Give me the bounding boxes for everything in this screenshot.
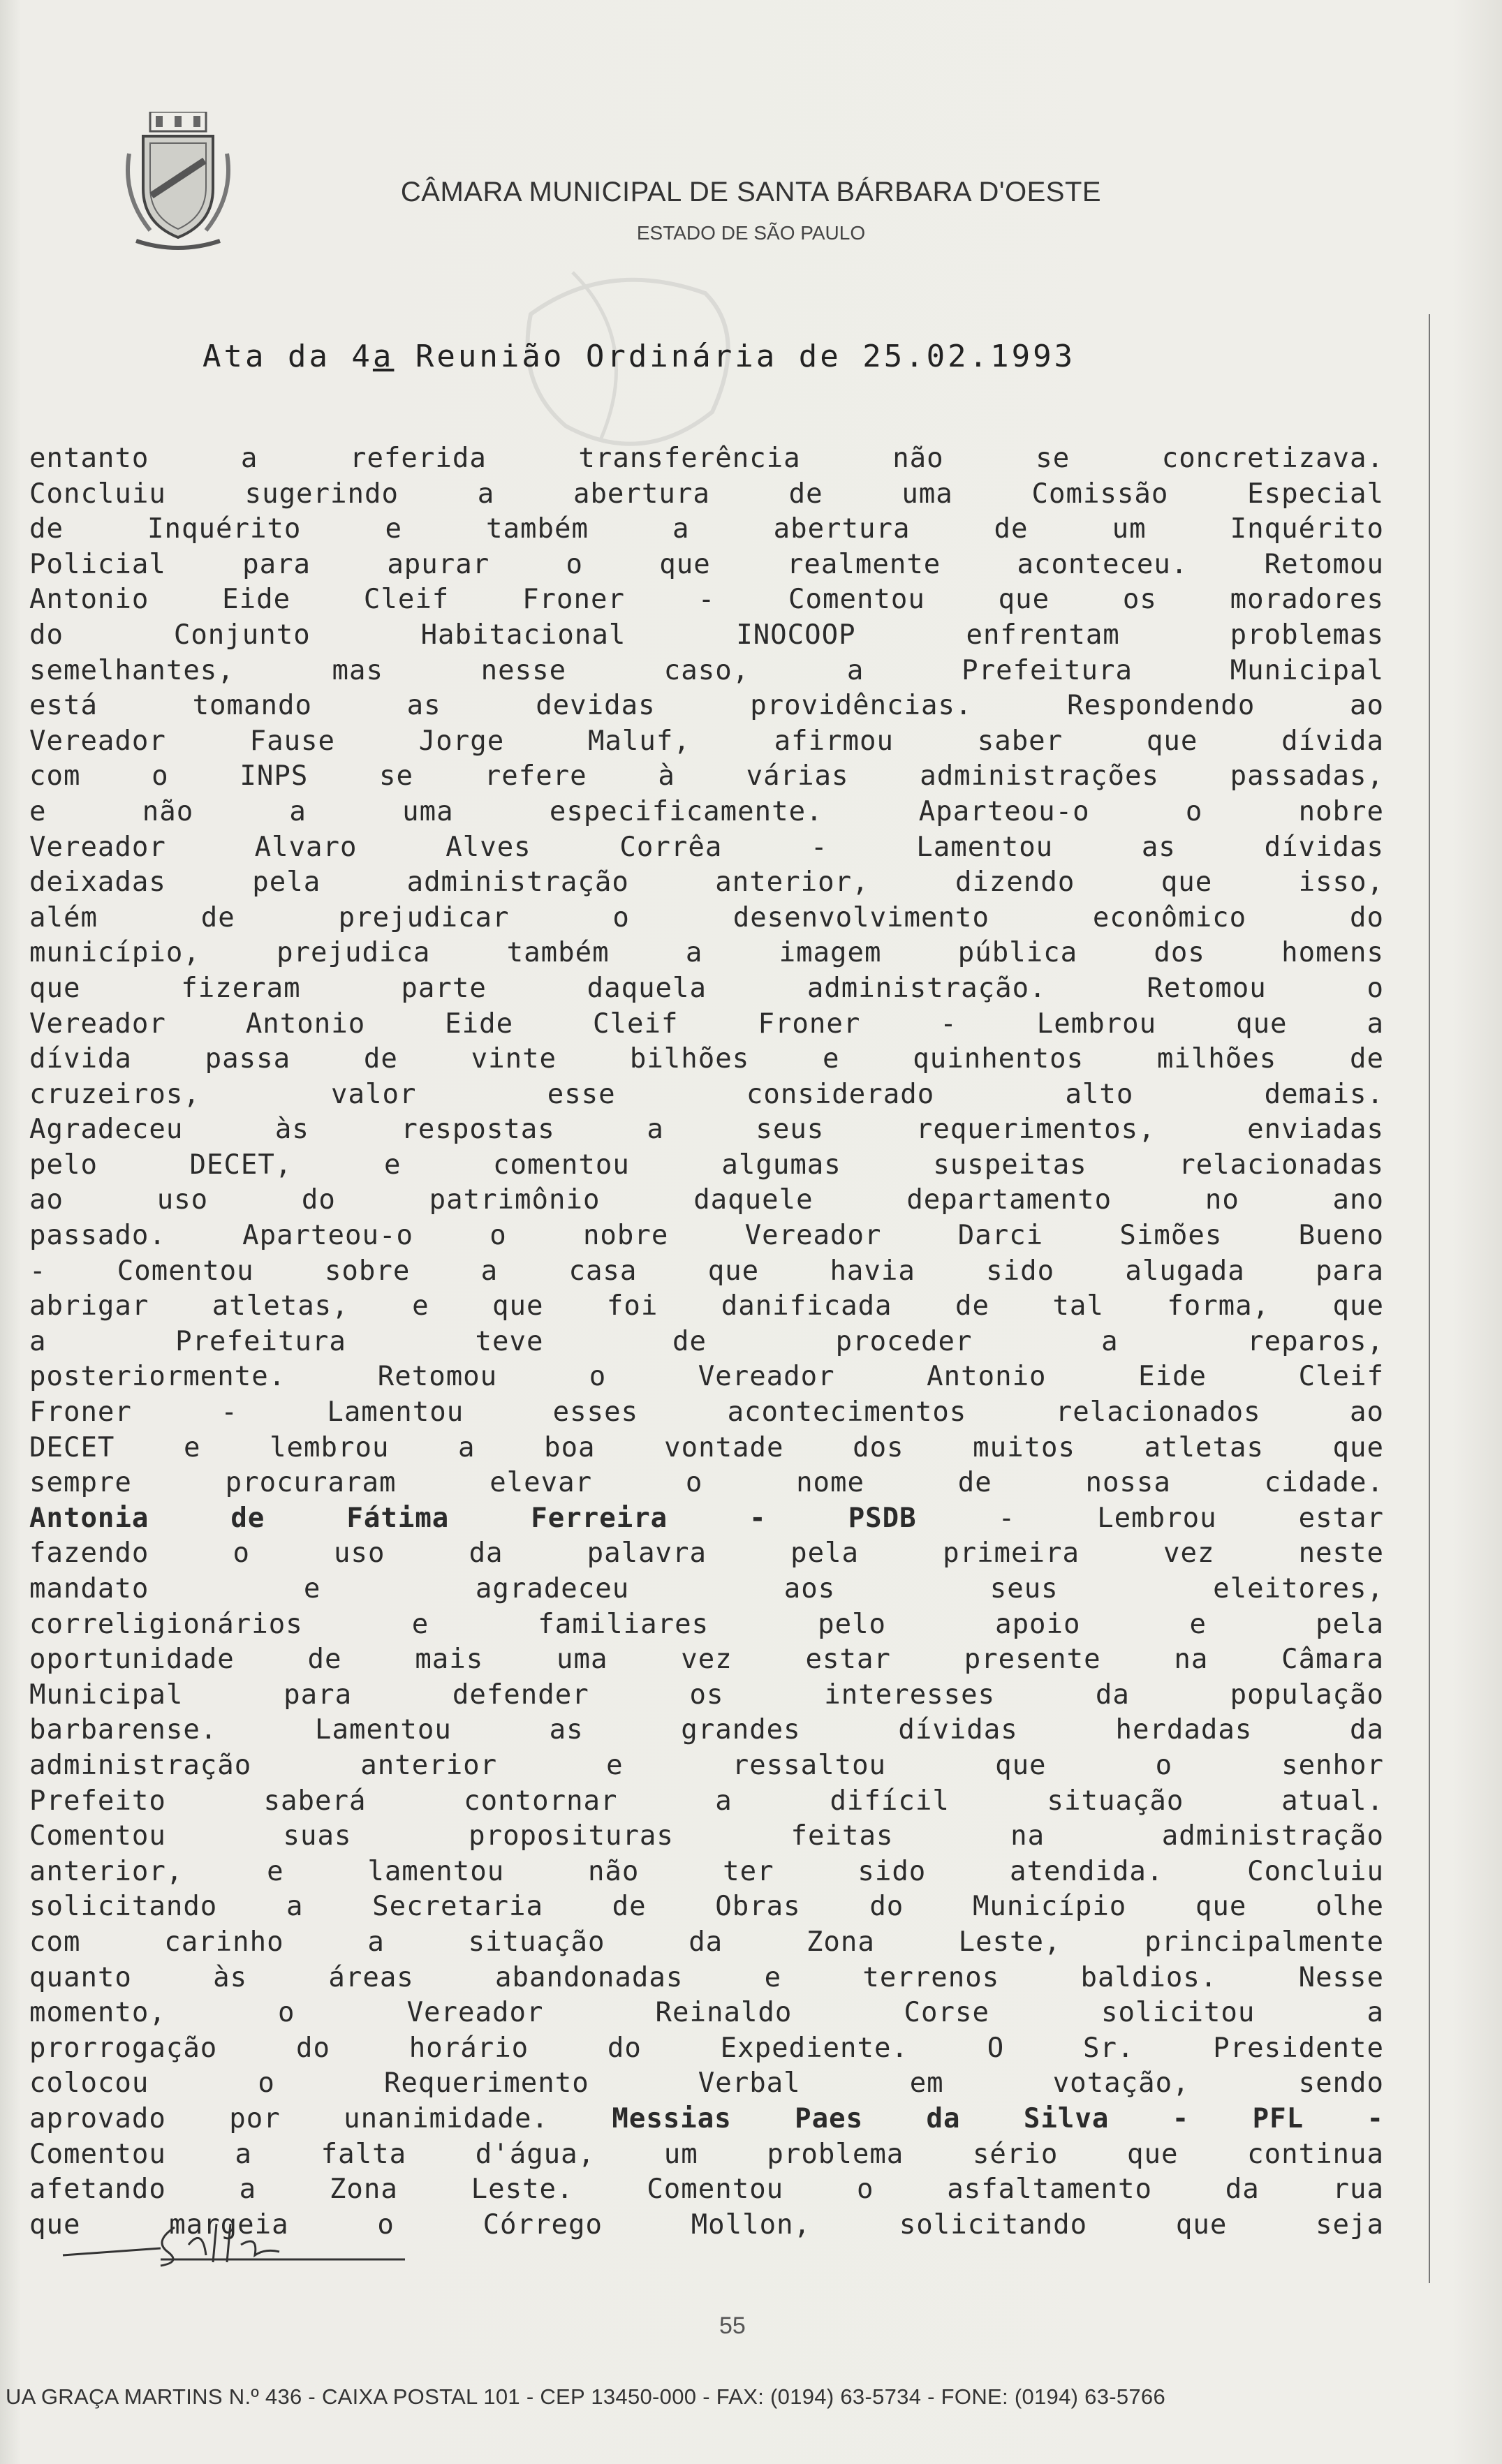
speaker-separator: -	[916, 1502, 1098, 1534]
text-line: oportunidade de mais uma vez estar presente na Câmara	[29, 1644, 1384, 1676]
state-name: ESTADO DE SÃO PAULO	[636, 222, 866, 244]
text-line: entanto a referida transferência não se concretizava.	[29, 443, 1384, 474]
text-line: momento, o Vereador Reinaldo Corse solicitou a	[29, 1997, 1384, 2029]
text-line: deixadas pela administração anterior, dizendo que isso,	[29, 866, 1384, 899]
text-line: anterior, e lamentou não ter sido atendida. Concluiu	[29, 1855, 1384, 1887]
text-line: com carinho a situação da Zona Leste, principalmente	[29, 1926, 1384, 1958]
text-line: barbarense. Lamentou as grandes dívidas herdadas da	[29, 1714, 1384, 1746]
text-line: Vereador Alvaro Alves Corrêa - Lamentou as dívidas	[29, 831, 1384, 863]
text-line: abrigar atletas, e que foi danificada de tal forma, que	[29, 1290, 1384, 1322]
text-line: município, prejudica também a imagem pública dos homens	[29, 937, 1384, 969]
text-line: Froner - Lamentou esses acontecimentos relacionados ao	[29, 1396, 1384, 1429]
text-line: Comentou a falta d'água, um problema sério que continua	[29, 2138, 1384, 2170]
text-line: afetando a Zona Leste. Comentou o asfaltamento da rua	[29, 2174, 1384, 2206]
text-line: com o INPS se refere à várias administrações passadas,	[29, 760, 1384, 792]
speaker-name: Antonia de Fátima Ferreira - PSDB	[29, 1502, 917, 1534]
text-line: mandato e agradeceu aos seus eleitores,	[29, 1573, 1384, 1604]
text-line: está tomando as devidas providências. Respondendo ao	[29, 690, 1384, 722]
minute-title	[203, 339, 1075, 374]
text-line: de Inquérito e também a abertura de um Inquérito	[29, 513, 1384, 545]
text-line: que fizeram parte daquela administração. Retomou o	[29, 972, 1384, 1004]
speaker-line-text: Lembrou estar	[1097, 1502, 1384, 1534]
text-line: e não a uma especificamente. Aparteou-o o nobre	[29, 795, 1384, 827]
text-line: colocou o Requerimento Verbal em votação, sendo	[29, 2067, 1384, 2100]
text-line: cruzeiros, valor esse considerado alto demais.	[29, 1078, 1384, 1110]
handwritten-signature	[56, 2213, 419, 2269]
text-line: Comentou suas proposituras feitas na administração	[29, 1820, 1384, 1852]
text-line: do Conjunto Habitacional INOCOOP enfrentam problemas	[29, 619, 1384, 651]
text-line: quanto às áreas abandonadas e terrenos baldios. Nesse	[29, 1961, 1384, 1993]
text-line: Prefeito saberá contornar a difícil situação atual.	[29, 1785, 1384, 1817]
text-line: DECET e lembrou a boa vontade dos muitos atletas que	[29, 1431, 1384, 1463]
minute-title-prefix: Ata da 4	[203, 339, 373, 374]
footer-address: UA GRAÇA MARTINS N.º 436 - CAIXA POSTAL 101 - CEP 13450-000 - FAX: (0194) 63-5734 - FONE: (0194) 63-5766	[6, 2384, 1166, 2409]
text-line: Vereador Fause Jorge Maluf, afirmou saber que dívida	[29, 725, 1384, 757]
page-number: 55	[719, 2312, 746, 2339]
text-line: a Prefeitura teve de proceder a reparos,	[29, 1325, 1384, 1357]
speaker-line-text: aprovado por unanimidade.	[29, 2102, 549, 2134]
text-line: solicitando a Secretaria de Obras do Município que olhe	[29, 1891, 1384, 1923]
text-line: dívida passa de vinte bilhões e quinhentos milhões de	[29, 1043, 1384, 1075]
text-line: Agradeceu às respostas a seus requerimentos, enviadas	[29, 1114, 1384, 1146]
text-line: Vereador Antonio Eide Cleif Froner - Lembrou que a	[29, 1008, 1384, 1040]
minute-title-ordinal: a	[372, 339, 395, 374]
text-line: além de prejudicar o desenvolvimento econômico do	[29, 901, 1384, 934]
text-line: administração anterior e ressaltou que o senhor	[29, 1749, 1384, 1781]
text-line: que margeia o Córrego Mollon, solicitando que seja	[29, 2208, 1384, 2241]
margin-rule	[1429, 314, 1430, 2283]
text-line: Policial para apurar o que realmente aconteceu. Retomou	[29, 548, 1384, 580]
minutes-body	[29, 441, 1384, 2243]
minute-title-suffix: Reunião Ordinária de 25.02.1993	[394, 339, 1076, 374]
text-line: pelo DECET, e comentou algumas suspeitas relacionadas	[29, 1149, 1384, 1181]
text-line: semelhantes, mas nesse caso, a Prefeitura Municipal	[29, 654, 1384, 686]
text-line: posteriormente. Retomou o Vereador Antonio Eide Cleif	[29, 1361, 1384, 1393]
text-line: Municipal para defender os interesses da população	[29, 1679, 1384, 1711]
text-line: ao uso do patrimônio daquele departamento no ano	[29, 1184, 1384, 1216]
speaker-name: Messias Paes da Silva - PFL -	[612, 2102, 1385, 2134]
text-line: Concluiu sugerindo a abertura de uma Comissão Especial	[29, 478, 1384, 510]
text-line: Antonio Eide Cleif Froner - Comentou que os moradores	[29, 584, 1384, 616]
text-line: passado. Aparteou-o o nobre Vereador Darci Simões Bueno	[29, 1220, 1384, 1252]
text-line: correligionários e familiares pelo apoio e pela	[29, 1608, 1384, 1640]
text-line: sempre procuraram elevar o nome de nossa cidade.	[29, 1467, 1384, 1499]
text-line-speaker	[29, 2102, 1384, 2137]
text-line-speaker	[29, 1501, 1384, 1537]
text-line: fazendo o uso da palavra pela primeira vez neste	[29, 1537, 1384, 1570]
text-line: - Comentou sobre a casa que havia sido alugada para	[29, 1255, 1384, 1287]
text-line: prorrogação do horário do Expediente. O Sr. Presidente	[29, 2032, 1384, 2064]
institution-name: CÂMARA MUNICIPAL DE SANTA BÁRBARA D'OESTE	[400, 177, 1102, 207]
